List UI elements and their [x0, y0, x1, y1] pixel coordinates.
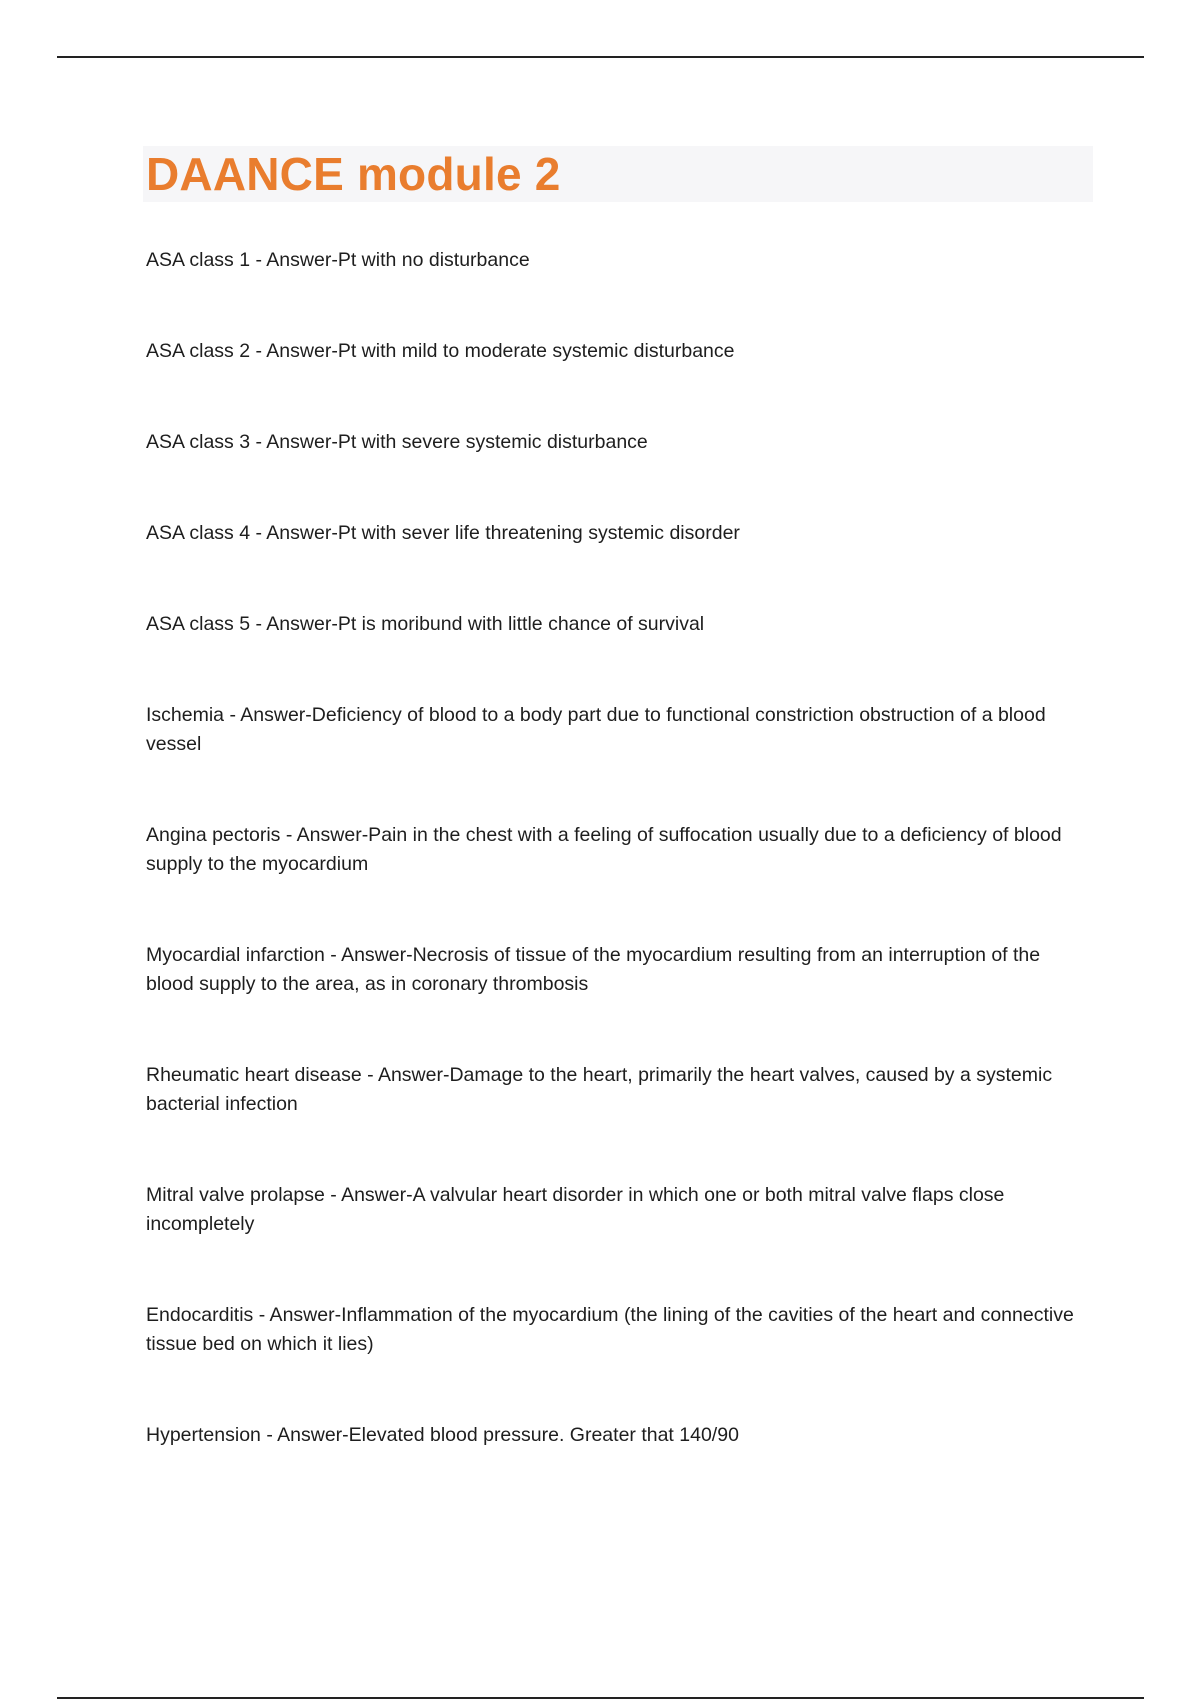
- flashcard-entry: ASA class 1 - Answer-Pt with no disturbance: [146, 249, 530, 271]
- flashcard-entry: ASA class 2 - Answer-Pt with mild to moderate systemic disturbance: [146, 340, 735, 362]
- flashcard-entry: Rheumatic heart disease - Answer-Damage to the heart, primarily the heart valves, caused by a systemic bacterial infection: [146, 1064, 1053, 1115]
- flashcard-entry: Mitral valve prolapse - Answer-A valvular heart disorder in which one or both mitral valve flaps close incompletely: [146, 1184, 1005, 1235]
- flashcard-entry: Ischemia - Answer-Deficiency of blood to a body part due to functional constriction obstruction of a blood vessel: [146, 704, 1046, 755]
- flashcard-list: [146, 246, 1086, 1512]
- flashcard-entry: Hypertension - Answer-Elevated blood pressure. Greater that 140/90: [146, 1424, 739, 1446]
- document-title: DAANCE module 2: [146, 148, 561, 200]
- bottom-divider: [57, 1697, 1144, 1699]
- flashcard-entry: ASA class 3 - Answer-Pt with severe systemic disturbance: [146, 431, 648, 453]
- flashcard-entry: Angina pectoris - Answer-Pain in the chest with a feeling of suffocation usually due to a deficiency of blood supply to the myocardium: [146, 824, 1062, 875]
- top-divider: [57, 56, 1144, 58]
- flashcard-entry: Myocardial infarction - Answer-Necrosis of tissue of the myocardium resulting from an interruption of the blood supply to the area, as in coronary thrombosis: [146, 944, 1041, 995]
- flashcard-entry: ASA class 4 - Answer-Pt with sever life threatening systemic disorder: [146, 522, 740, 544]
- flashcard-entry: ASA class 5 - Answer-Pt is moribund with little chance of survival: [146, 613, 705, 635]
- flashcard-entry: Endocarditis - Answer-Inflammation of the myocardium (the lining of the cavities of the heart and connective tissue bed on which it lies): [146, 1304, 1074, 1355]
